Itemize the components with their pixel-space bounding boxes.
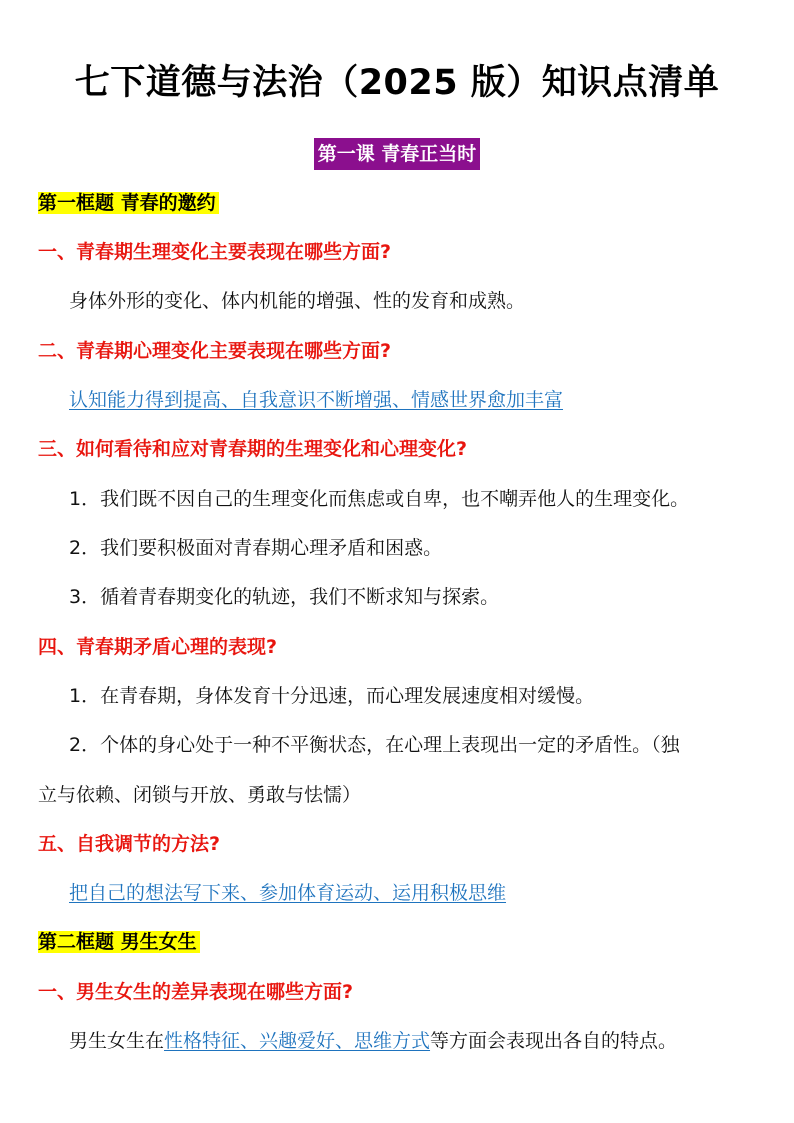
frame2-answer-1-suffix: 等方面会表现出各自的特点。 [430,1030,678,1052]
frame1-heading: 第一框题 青春的邀约 [38,192,219,214]
frame1-answer-2-link[interactable]: 认知能力得到提高、自我意识不断增强、情感世界愈加丰富 [69,389,564,411]
lesson-heading: 第一课 青春正当时 [314,138,481,170]
frame1-answer-3-2: 2．我们要积极面对青春期心理矛盾和困惑。 [69,537,443,559]
frame1-question-4: 四、青春期矛盾心理的表现? [38,636,278,658]
document-title: 七下道德与法治（2025 版）知识点清单 [74,63,720,103]
frame1-answer-1: 身体外形的变化、体内机能的增强、性的发育和成熟。 [69,290,526,312]
frame1-answer-5-line [69,878,789,908]
frame2-heading-line [38,927,758,958]
frame1-answer-2-line [69,385,789,415]
frame1-question-2: 二、青春期心理变化主要表现在哪些方面? [38,340,392,362]
frame2-answer-1-prefix: 男生女生在 [69,1030,165,1052]
frame1-question-1: 一、青春期生理变化主要表现在哪些方面? [38,241,392,263]
frame2-heading: 第二框题 男生女生 [38,931,200,953]
frame1-answer-4-1: 1．在青春期，身体发育十分迅速，而心理发展速度相对缓慢。 [69,685,595,707]
frame1-heading-line [38,188,758,219]
frame1-answer-4-2a: 2．个体的身心处于一种不平衡状态，在心理上表现出一定的矛盾性。（独 [69,734,680,756]
frame1-question-5: 五、自我调节的方法? [38,833,221,855]
frame2-answer-1-link[interactable]: 性格特征、兴趣爱好、思维方式 [164,1030,431,1052]
frame1-answer-5-link[interactable]: 把自己的想法写下来、参加体育运动、运用积极思维 [69,882,507,904]
frame1-question-3: 三、如何看待和应对青春期的生理变化和心理变化? [38,438,468,460]
lesson-heading-wrap [0,138,794,170]
frame2-answer-1-line [69,1026,789,1056]
frame1-answer-3-3: 3．循着青春期变化的轨迹，我们不断求知与探索。 [69,586,500,608]
frame1-answer-3-1: 1．我们既不因自己的生理变化而焦虑或自卑，也不嘲弄他人的生理变化。 [69,488,690,510]
frame1-answer-4-2b: 立与依赖、闭锁与开放、勇敢与怯懦） [38,784,362,806]
frame2-question-1: 一、男生女生的差异表现在哪些方面? [38,981,354,1003]
